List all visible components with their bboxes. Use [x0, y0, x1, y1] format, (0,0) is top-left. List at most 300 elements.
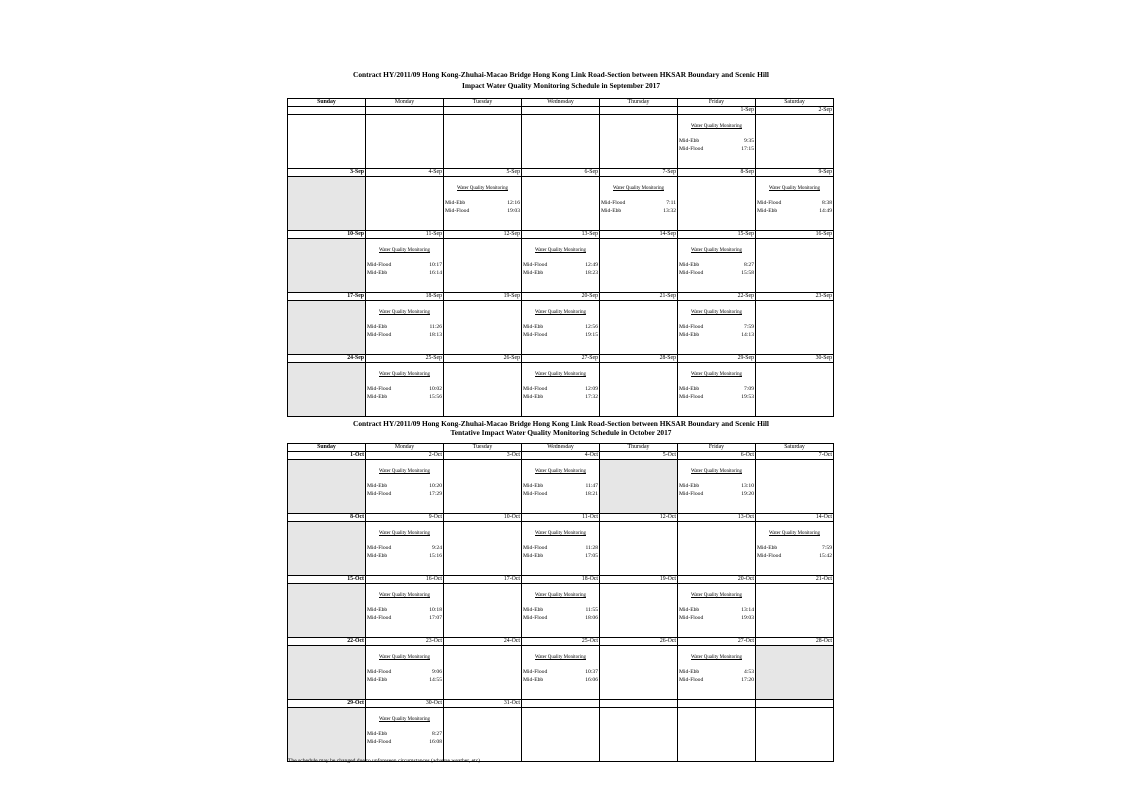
date-cell: 3-Sep — [288, 169, 366, 177]
day-cell — [756, 584, 834, 638]
monitoring-label: Water Quality Monitoring — [535, 248, 586, 253]
day-header: Thursday — [600, 99, 678, 107]
footnote: The schedule may be changed due to unforeseen circumstances (adverse weather, etc) — [288, 758, 481, 764]
date-cell: 27-Sep — [522, 355, 600, 363]
day-cell — [678, 522, 756, 576]
tide-time: 10:17 — [429, 262, 442, 268]
day-cell — [678, 363, 756, 417]
date-cell — [444, 107, 522, 115]
day-cell — [756, 363, 834, 417]
day-cell — [366, 115, 444, 169]
tide-name: Mid-Ebb — [523, 324, 544, 330]
tide-time: 11:26 — [429, 324, 442, 330]
date-cell: 29-Sep — [678, 355, 756, 363]
tide-time: 12:56 — [585, 324, 598, 330]
day-cell — [522, 363, 600, 417]
tide-time: 16:14 — [429, 269, 442, 276]
day-cell — [522, 115, 600, 169]
tide-time: 14:55 — [429, 676, 442, 683]
date-cell: 17-Sep — [288, 293, 366, 301]
week-date-row — [288, 169, 834, 177]
day-header: Saturday — [756, 444, 834, 452]
tide-name: Mid-Flood — [679, 145, 704, 152]
monitoring-label: Water Quality Monitoring — [691, 124, 742, 129]
day-cell — [288, 646, 366, 700]
tide-row — [366, 270, 443, 278]
tide-time: 7:59 — [822, 545, 832, 551]
tide-name: Mid-Flood — [523, 545, 548, 551]
date-cell: 24-Oct — [444, 638, 522, 646]
tide-row — [678, 615, 755, 623]
day-cell — [600, 301, 678, 355]
tide-name: Mid-Flood — [679, 676, 704, 683]
day-cell — [366, 708, 444, 762]
tide-time: 11:55 — [585, 607, 598, 613]
tide-time: 8:27 — [744, 262, 754, 268]
tide-name: Mid-Ebb — [367, 324, 388, 330]
date-cell: 29-Oct — [288, 700, 366, 708]
monitoring-label: Water Quality Monitoring — [379, 372, 430, 377]
date-cell: 25-Sep — [366, 355, 444, 363]
date-cell: 14-Oct — [756, 514, 834, 522]
tide-row — [522, 677, 599, 685]
monitoring-label: Water Quality Monitoring — [457, 186, 508, 191]
day-cell — [600, 646, 678, 700]
tide-time: 13:14 — [741, 607, 754, 613]
monitoring-label: Water Quality Monitoring — [691, 469, 742, 474]
day-cell — [288, 301, 366, 355]
tide-time: 7:09 — [744, 386, 754, 392]
tide-name: Mid-Ebb — [757, 545, 778, 551]
tide-name: Mid-Ebb — [679, 331, 700, 338]
tide-name: Mid-Flood — [367, 545, 392, 551]
day-header: Saturday — [756, 99, 834, 107]
date-cell: 30-Sep — [756, 355, 834, 363]
week-body-row — [288, 522, 834, 576]
day-cell — [444, 239, 522, 293]
date-cell: 19-Sep — [444, 293, 522, 301]
day-header: Friday — [678, 99, 756, 107]
tide-name: Mid-Ebb — [523, 552, 544, 559]
tide-row — [366, 386, 443, 394]
tide-row — [522, 483, 599, 491]
tide-name: Mid-Flood — [523, 262, 548, 268]
date-cell — [678, 700, 756, 708]
tide-time: 12:49 — [585, 262, 598, 268]
tide-row — [678, 483, 755, 491]
day-cell — [288, 460, 366, 514]
day-header: Wednesday — [522, 444, 600, 452]
tide-time: 19:15 — [585, 331, 598, 338]
date-cell: 6-Sep — [522, 169, 600, 177]
tide-time: 7:59 — [744, 324, 754, 330]
tide-row — [678, 607, 755, 615]
monitoring-label: Water Quality Monitoring — [379, 469, 430, 474]
tide-name: Mid-Ebb — [523, 269, 544, 276]
tide-time: 8:38 — [822, 200, 832, 206]
tide-row — [366, 739, 443, 747]
tide-time: 8:27 — [432, 731, 442, 737]
day-cell — [600, 363, 678, 417]
tide-time: 17:07 — [429, 614, 442, 621]
tide-row — [366, 394, 443, 402]
tide-name: Mid-Flood — [679, 490, 704, 497]
monitoring-label: Water Quality Monitoring — [535, 469, 586, 474]
day-header: Monday — [366, 444, 444, 452]
monitoring-label: Water Quality Monitoring — [691, 310, 742, 315]
day-cell — [756, 708, 834, 762]
tide-row — [678, 138, 755, 146]
oct-calendar — [287, 443, 834, 762]
tide-row — [444, 208, 521, 216]
tide-name: Mid-Flood — [523, 331, 548, 338]
date-cell: 13-Sep — [522, 231, 600, 239]
date-cell: 3-Oct — [444, 452, 522, 460]
date-cell: 23-Sep — [756, 293, 834, 301]
date-cell — [600, 700, 678, 708]
day-cell — [678, 460, 756, 514]
day-cell — [522, 239, 600, 293]
date-cell: 15-Sep — [678, 231, 756, 239]
day-header: Thursday — [600, 444, 678, 452]
date-cell: 21-Oct — [756, 576, 834, 584]
tide-row — [600, 200, 677, 208]
tide-row — [522, 262, 599, 270]
tide-time: 18:23 — [585, 269, 598, 276]
oct-day-header-row — [288, 444, 834, 452]
tide-name: Mid-Ebb — [367, 552, 388, 559]
date-cell: 10-Sep — [288, 231, 366, 239]
day-cell — [444, 177, 522, 231]
tide-time: 14:49 — [819, 207, 832, 214]
day-cell — [600, 239, 678, 293]
week-date-row — [288, 514, 834, 522]
day-cell — [522, 646, 600, 700]
day-cell — [600, 708, 678, 762]
tide-name: Mid-Ebb — [367, 393, 388, 400]
tide-time: 4:53 — [744, 669, 754, 675]
tide-name: Mid-Flood — [601, 200, 626, 206]
tide-row — [678, 491, 755, 499]
date-cell: 5-Oct — [600, 452, 678, 460]
date-cell: 19-Oct — [600, 576, 678, 584]
day-cell — [444, 115, 522, 169]
day-cell — [678, 239, 756, 293]
tide-row — [756, 200, 833, 208]
date-cell: 20-Sep — [522, 293, 600, 301]
date-cell: 7-Oct — [756, 452, 834, 460]
tide-time: 10:18 — [429, 607, 442, 613]
day-cell — [288, 708, 366, 762]
monitoring-label: Water Quality Monitoring — [379, 248, 430, 253]
date-cell: 11-Oct — [522, 514, 600, 522]
date-cell: 9-Oct — [366, 514, 444, 522]
day-cell — [444, 584, 522, 638]
tide-name: Mid-Ebb — [523, 607, 544, 613]
tide-time: 11:47 — [585, 483, 598, 489]
tide-row — [678, 332, 755, 340]
week-date-row — [288, 576, 834, 584]
tide-row — [522, 553, 599, 561]
day-cell — [522, 177, 600, 231]
tide-name: Mid-Flood — [523, 386, 548, 392]
tide-row — [522, 615, 599, 623]
day-cell — [600, 522, 678, 576]
date-cell: 15-Oct — [288, 576, 366, 584]
day-header: Monday — [366, 99, 444, 107]
week-body-row — [288, 177, 834, 231]
tide-time: 10:20 — [429, 483, 442, 489]
day-cell — [444, 301, 522, 355]
day-cell — [678, 301, 756, 355]
week-date-row — [288, 293, 834, 301]
date-cell — [522, 107, 600, 115]
date-cell: 5-Sep — [444, 169, 522, 177]
date-cell: 26-Sep — [444, 355, 522, 363]
date-cell: 9-Sep — [756, 169, 834, 177]
date-cell — [756, 700, 834, 708]
day-header: Sunday — [288, 99, 366, 107]
week-body-row — [288, 239, 834, 293]
tide-name: Mid-Ebb — [445, 200, 466, 206]
week-body-row — [288, 646, 834, 700]
tide-time: 14:13 — [741, 331, 754, 338]
tide-name: Mid-Ebb — [523, 676, 544, 683]
tide-name: Mid-Flood — [679, 393, 704, 400]
tide-time: 19:03 — [507, 207, 520, 214]
tide-name: Mid-Ebb — [679, 262, 700, 268]
date-cell: 16-Sep — [756, 231, 834, 239]
date-cell — [522, 700, 600, 708]
week-body-row — [288, 301, 834, 355]
week-date-row — [288, 700, 834, 708]
day-cell — [366, 584, 444, 638]
tide-time: 15:56 — [429, 393, 442, 400]
date-cell: 12-Sep — [444, 231, 522, 239]
date-cell: 24-Sep — [288, 355, 366, 363]
date-cell: 8-Oct — [288, 514, 366, 522]
day-cell — [366, 301, 444, 355]
date-cell: 18-Oct — [522, 576, 600, 584]
tide-name: Mid-Flood — [679, 269, 704, 276]
oct-title-line2: Tentative Impact Water Quality Monitoring Schedule in October 2017 — [450, 428, 672, 437]
date-cell: 4-Oct — [522, 452, 600, 460]
date-cell: 13-Oct — [678, 514, 756, 522]
tide-name: Mid-Ebb — [523, 483, 544, 489]
date-cell — [600, 107, 678, 115]
tide-name: Mid-Flood — [523, 614, 548, 621]
tide-name: Mid-Ebb — [367, 731, 388, 737]
tide-row — [366, 669, 443, 677]
week-date-row — [288, 107, 834, 115]
monitoring-label: Water Quality Monitoring — [769, 186, 820, 191]
tide-name: Mid-Flood — [445, 207, 470, 214]
day-cell — [522, 460, 600, 514]
tide-time: 15:58 — [741, 269, 754, 276]
day-cell — [288, 363, 366, 417]
tide-name: Mid-Ebb — [679, 607, 700, 613]
tide-time: 12:16 — [507, 200, 520, 206]
tide-row — [756, 208, 833, 216]
tide-row — [678, 677, 755, 685]
date-cell: 23-Oct — [366, 638, 444, 646]
tide-name: Mid-Flood — [367, 386, 392, 392]
tide-name: Mid-Ebb — [601, 207, 622, 214]
day-cell — [678, 584, 756, 638]
tide-time: 13:10 — [741, 483, 754, 489]
tide-name: Mid-Ebb — [757, 207, 778, 214]
tide-time: 18:06 — [585, 614, 598, 621]
tide-time: 17:05 — [585, 552, 598, 559]
tide-row — [678, 262, 755, 270]
monitoring-label: Water Quality Monitoring — [691, 593, 742, 598]
day-cell — [756, 115, 834, 169]
tide-name: Mid-Flood — [367, 669, 392, 675]
date-cell: 18-Sep — [366, 293, 444, 301]
week-body-row — [288, 363, 834, 417]
day-cell — [756, 177, 834, 231]
day-cell — [756, 301, 834, 355]
week-body-row — [288, 708, 834, 762]
tide-row — [600, 208, 677, 216]
date-cell: 8-Sep — [678, 169, 756, 177]
date-cell: 16-Oct — [366, 576, 444, 584]
date-cell: 2-Oct — [366, 452, 444, 460]
date-cell: 28-Sep — [600, 355, 678, 363]
day-cell — [756, 522, 834, 576]
tide-time: 18:13 — [429, 331, 442, 338]
tide-row — [678, 394, 755, 402]
date-cell: 1-Sep — [678, 107, 756, 115]
date-cell: 6-Oct — [678, 452, 756, 460]
tide-name: Mid-Flood — [523, 669, 548, 675]
tide-row — [522, 669, 599, 677]
monitoring-label: Water Quality Monitoring — [379, 310, 430, 315]
tide-row — [522, 386, 599, 394]
day-cell — [678, 646, 756, 700]
tide-row — [366, 332, 443, 340]
tide-name: Mid-Ebb — [367, 607, 388, 613]
tide-row — [522, 545, 599, 553]
tide-time: 10:02 — [429, 386, 442, 392]
tide-name: Mid-Ebb — [679, 669, 700, 675]
tide-row — [366, 324, 443, 332]
tide-name: Mid-Flood — [757, 552, 782, 559]
tide-time: 9:06 — [432, 669, 442, 675]
date-cell — [366, 107, 444, 115]
tide-time: 18:21 — [585, 490, 598, 497]
day-cell — [756, 646, 834, 700]
day-cell — [444, 522, 522, 576]
day-header: Friday — [678, 444, 756, 452]
week-date-row — [288, 638, 834, 646]
day-cell — [522, 584, 600, 638]
day-cell — [288, 177, 366, 231]
tide-row — [366, 553, 443, 561]
tide-name: Mid-Flood — [679, 324, 704, 330]
tide-row — [366, 731, 443, 739]
tide-time: 19:20 — [741, 490, 754, 497]
tide-row — [522, 332, 599, 340]
tide-name: Mid-Flood — [367, 262, 392, 268]
tide-row — [366, 677, 443, 685]
tide-row — [522, 607, 599, 615]
day-cell — [288, 115, 366, 169]
sep-day-header-row — [288, 99, 834, 107]
tide-time: 16:06 — [585, 676, 598, 683]
day-cell — [522, 708, 600, 762]
day-cell — [366, 460, 444, 514]
day-cell — [756, 460, 834, 514]
tide-row — [366, 491, 443, 499]
monitoring-label: Water Quality Monitoring — [691, 372, 742, 377]
monitoring-label: Water Quality Monitoring — [535, 655, 586, 660]
tide-time: 17:20 — [741, 676, 754, 683]
oct-title-line1: Contract HY/2011/09 Hong Kong-Zhuhai-Macao Bridge Hong Kong Link Road-Section between HKSAR Boundary and Scenic Hill — [353, 419, 769, 428]
week-body-row — [288, 460, 834, 514]
date-cell: 31-Oct — [444, 700, 522, 708]
tide-name: Mid-Ebb — [679, 138, 700, 144]
tide-name: Mid-Ebb — [679, 483, 700, 489]
date-cell: 27-Oct — [678, 638, 756, 646]
day-cell — [366, 363, 444, 417]
tide-name: Mid-Ebb — [367, 676, 388, 683]
date-cell: 7-Sep — [600, 169, 678, 177]
tide-row — [444, 200, 521, 208]
tide-time: 7:11 — [666, 200, 676, 206]
tide-row — [678, 386, 755, 394]
date-cell: 25-Oct — [522, 638, 600, 646]
tide-row — [756, 545, 833, 553]
day-cell — [444, 646, 522, 700]
tide-row — [678, 669, 755, 677]
tide-time: 13:32 — [663, 207, 676, 214]
monitoring-label: Water Quality Monitoring — [691, 655, 742, 660]
tide-name: Mid-Flood — [367, 738, 392, 745]
day-cell — [288, 522, 366, 576]
date-cell: 4-Sep — [366, 169, 444, 177]
tide-name: Mid-Flood — [367, 614, 392, 621]
week-date-row — [288, 231, 834, 239]
day-cell — [678, 708, 756, 762]
sep-title-line1: Contract HY/2011/09 Hong Kong-Zhuhai-Macao Bridge Hong Kong Link Road-Section between HKSAR Boundary and Scenic Hill — [353, 70, 769, 79]
tide-name: Mid-Flood — [679, 614, 704, 621]
tide-time: 11:28 — [585, 545, 598, 551]
day-cell — [444, 363, 522, 417]
date-cell: 2-Sep — [756, 107, 834, 115]
sep-title-line2: Impact Water Quality Monitoring Schedule in September 2017 — [461, 81, 661, 90]
tide-row — [756, 553, 833, 561]
tide-time: 15:16 — [429, 552, 442, 559]
tide-row — [678, 146, 755, 154]
tide-name: Mid-Ebb — [679, 386, 700, 392]
tide-row — [522, 270, 599, 278]
day-header: Wednesday — [522, 99, 600, 107]
day-cell — [600, 460, 678, 514]
tide-row — [366, 262, 443, 270]
tide-row — [522, 394, 599, 402]
monitoring-label: Water Quality Monitoring — [379, 593, 430, 598]
tide-name: Mid-Flood — [367, 331, 392, 338]
monitoring-label: Water Quality Monitoring — [769, 531, 820, 536]
day-header: Tuesday — [444, 444, 522, 452]
day-cell — [366, 646, 444, 700]
tide-time: 15:42 — [819, 552, 832, 559]
day-cell — [288, 239, 366, 293]
week-body-row — [288, 115, 834, 169]
tide-time: 19:53 — [741, 393, 754, 400]
monitoring-label: Water Quality Monitoring — [379, 655, 430, 660]
